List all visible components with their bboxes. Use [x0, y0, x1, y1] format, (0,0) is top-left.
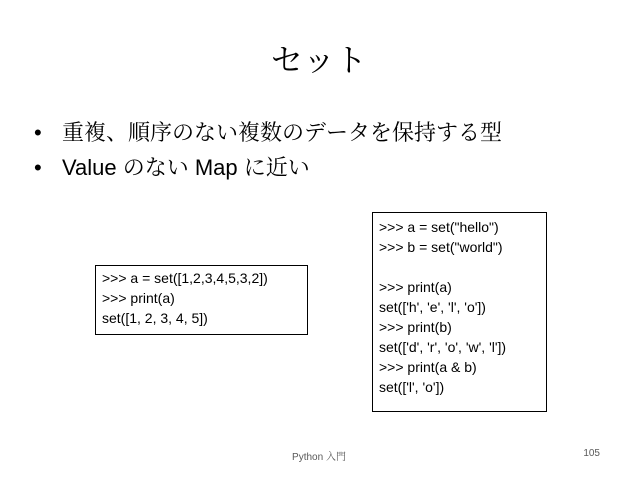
code-line-blank — [379, 257, 540, 277]
code-line: >>> print(a) — [102, 290, 175, 306]
code-example-string — [372, 212, 547, 412]
bullet-item — [34, 118, 502, 148]
page-number: 105 — [583, 448, 600, 459]
footer-title: Python 入門 — [292, 452, 346, 463]
slide-title: セット — [270, 42, 367, 78]
code-line: >>> print(b) — [379, 319, 452, 335]
bullet-text: Value のない Map に近い — [62, 155, 310, 180]
bullet-dot: • — [34, 120, 42, 145]
code-line: >>> print(a) — [379, 279, 452, 295]
code-line: >>> print(a & b) — [379, 359, 477, 375]
bullet-item — [34, 153, 502, 183]
bullet-text: 重複、順序のない複数のデータを保持する型 — [62, 120, 503, 145]
code-line: set(['h', 'e', 'l', 'o']) — [379, 299, 486, 315]
code-line: set([1, 2, 3, 4, 5]) — [102, 310, 208, 326]
code-line: set(['l', 'o']) — [379, 379, 445, 395]
bullet-dot: • — [34, 155, 42, 180]
code-line: >>> b = set("world") — [379, 239, 503, 255]
bullet-list — [34, 118, 502, 188]
code-line: >>> a = set("hello") — [379, 219, 499, 235]
code-line: set(['d', 'r', 'o', 'w', 'l']) — [379, 339, 507, 355]
code-line: >>> a = set([1,2,3,4,5,3,2]) — [102, 270, 268, 286]
code-example-list — [95, 265, 308, 335]
